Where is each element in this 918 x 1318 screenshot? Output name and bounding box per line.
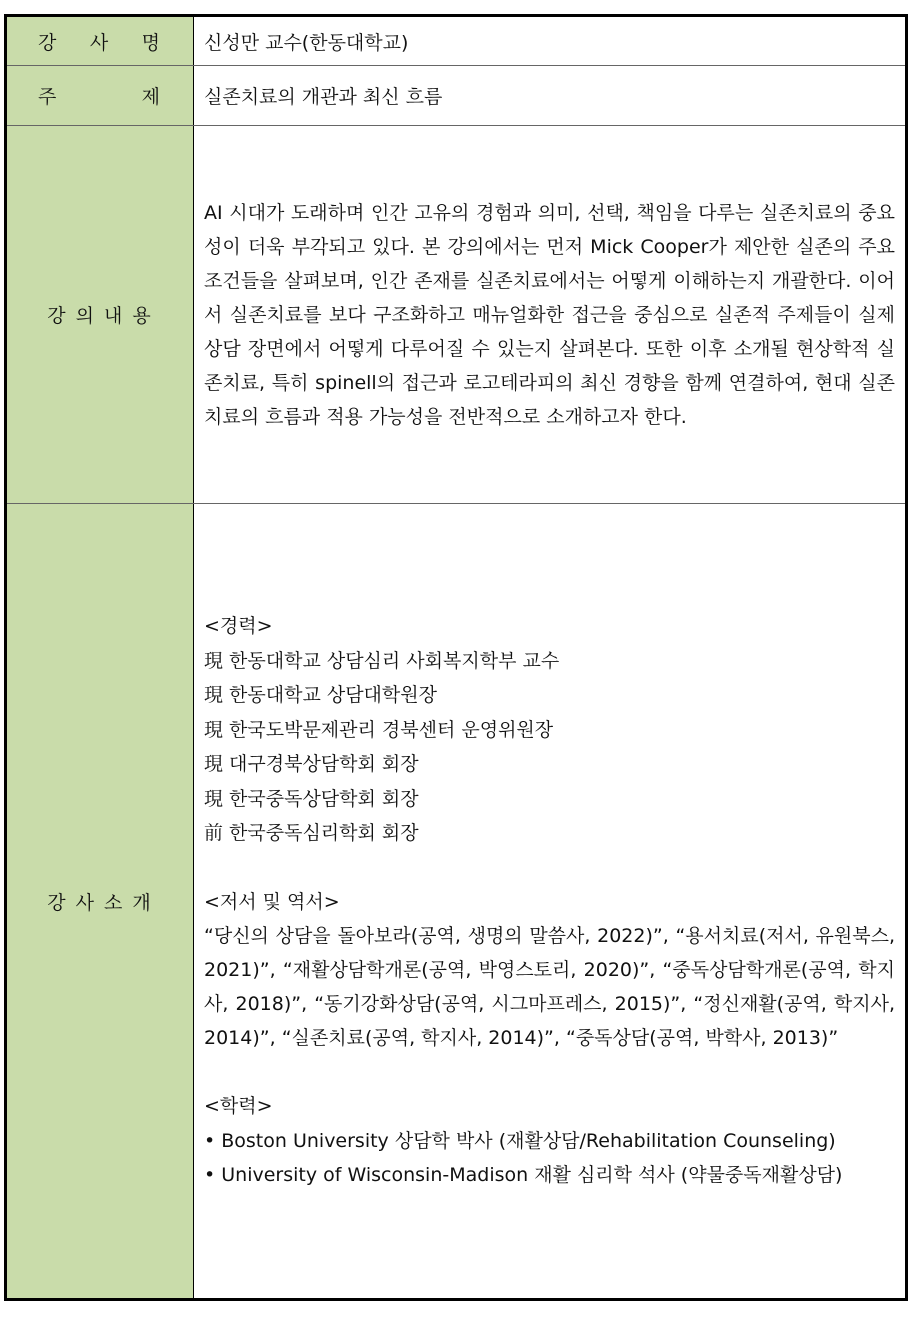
topic-value: 실존치료의 개관과 최신 흐름 [194,66,907,126]
books-list: “당신의 상담을 돌아보라(공역, 생명의 말씀사, 2022)”, “용서치료(저서, 유원북스, 2021)”, “재활상담학개론(공역, 박영스토리, 2020)”, “중독상담학개론(공역, 학지사, 2018)”, “동기강화상담(공역, 시그마프레스, 2015)”, “정신재활(공역, 학지사, 2014)”, “실존치료(공역, 학지사, 2014)”, “중독상담(공역, 박학사, 2013)” [204,925,895,1050]
career-item: 前 한국중독심리학회 회장 [204,822,419,845]
instructor-value: 신성만 교수(한동대학교) [194,16,907,66]
career-item: 現 한국중독상담학회 회장 [204,787,419,810]
content-description: AI 시대가 도래하며 인간 고유의 경험과 의미, 선택, 책임을 다루는 실존치료의 중요성이 더욱 부각되고 있다. 본 강의에서는 먼저 Mick Cooper가 제안한 실존의 주요 조건들을 살펴보며, 인간 존재를 실존치료에서는 어떻게 이해하는지 개괄한다. 이어서 실존치료를 보다 구조화하고 매뉴얼화한 접근을 중심으로 실존적 주제들이 실제상담 장면에서 어떻게 다루어질 수 있는지 살펴본다. 또한 이후 소개될 현상학적 실존치료, 특히 spinell의 접근과 로고테라피의 최신 경향을 함께 연결하여, 현대 실존치료의 흐름과 적용 가능성을 전반적으로 소개하고자 한다. [204,201,895,428]
education-item: • Boston University 상담학 박사 (재활상담/Rehabilitation Counseling) [204,1129,836,1152]
bio-row [6,504,907,1300]
bio-label: 강 사 소 개 [6,504,194,1300]
career-section [204,609,895,851]
career-item: 現 대구경북상담학회 회장 [204,753,419,776]
instructor-row [6,16,907,66]
books-section [204,885,895,1056]
label-char: 강 [38,31,59,54]
career-heading: <경력> [204,615,273,638]
instructor-label [6,16,194,66]
education-heading: <학력> [204,1095,273,1118]
career-item: 現 한동대학교 상담대학원장 [204,684,437,707]
topic-row [6,66,907,126]
books-heading: <저서 및 역서> [204,890,340,913]
education-section [204,1089,895,1193]
content-label: 강 의 내 용 [6,126,194,504]
education-item: • University of Wisconsin-Madison 재활 심리학 석사 (약물중독재활상담) [204,1164,843,1187]
topic-label [6,66,194,126]
label-char: 제 [141,86,162,108]
career-item: 現 한동대학교 상담심리 사회복지학부 교수 [204,649,560,672]
lecture-info-table [4,14,908,1301]
label-char: 주 [38,86,59,108]
content-row [6,126,907,504]
label-char: 명 [141,31,162,54]
career-item: 現 한국도박문제관리 경북센터 운영위원장 [204,718,554,741]
label-char: 사 [89,31,111,54]
